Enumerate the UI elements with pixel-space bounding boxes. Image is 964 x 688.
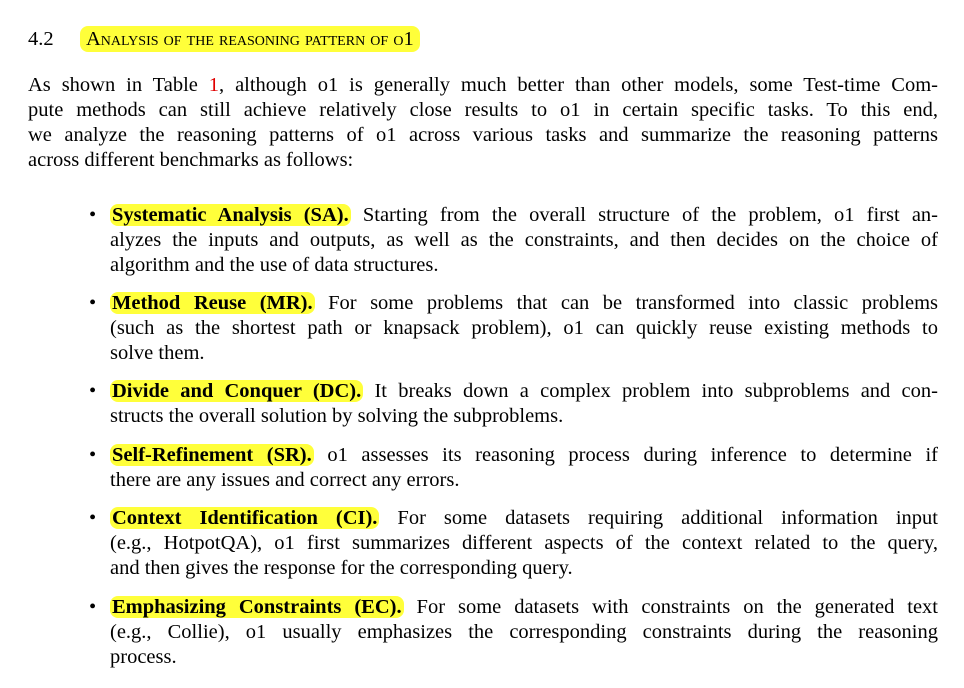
text: For some problems that can be transformed into classic problems xyxy=(314,292,938,314)
bullet-line xyxy=(110,291,938,316)
bullet-item xyxy=(89,379,938,429)
bullet-line: solve them. xyxy=(110,342,205,364)
bullet-line xyxy=(110,506,938,531)
bullet-line: process. xyxy=(110,646,177,668)
bullet-line: algorithm and the use of data structures. xyxy=(110,254,439,276)
text: It breaks down a complex problem into subproblems and con- xyxy=(363,380,938,402)
bullet-icon: • xyxy=(89,507,97,529)
paragraph-line: we analyze the reasoning patterns of o1 across various tasks and summarize the reasoning patterns xyxy=(28,124,938,146)
bullet-line: structs the overall solution by solving the subproblems. xyxy=(110,405,564,427)
bullet-line xyxy=(110,203,938,228)
bullet-icon: • xyxy=(89,444,97,466)
text: As shown in Table xyxy=(28,74,209,96)
bullet-item xyxy=(89,443,938,493)
paragraph-line: across different benchmarks as follows: xyxy=(28,149,354,171)
section-number: 4.2 xyxy=(28,28,54,50)
bullet-item xyxy=(89,595,939,670)
bullet-label: Self-Refinement (SR). xyxy=(112,444,312,466)
bullet-label: Emphasizing Constraints (EC). xyxy=(112,596,402,618)
bullet-line: (such as the shortest path or knapsack problem), o1 can quickly reuse existing methods to xyxy=(110,317,938,339)
text: Starting from the overall structure of the problem, o1 first an- xyxy=(350,204,938,226)
bullet-line: there are any issues and correct any errors. xyxy=(110,469,460,491)
bullet-label: Systematic Analysis (SA). xyxy=(112,204,349,226)
bullet-icon: • xyxy=(89,204,97,226)
bullet-line xyxy=(110,443,938,468)
text: For some datasets requiring additional information input xyxy=(379,507,938,529)
bullet-label: Method Reuse (MR). xyxy=(112,292,313,314)
intro-paragraph xyxy=(28,73,938,173)
bullet-line: (e.g., Collie), o1 usually emphasizes the corresponding constraints during the reasoning xyxy=(110,621,938,643)
bullet-label: Context Identification (CI). xyxy=(112,507,378,529)
bullet-line: and then gives the response for the corresponding query. xyxy=(110,557,573,579)
bullet-line: alyzes the inputs and outputs, as well as the constraints, and then decides on the choice of xyxy=(110,229,938,251)
table-reference-link[interactable]: 1 xyxy=(208,74,220,96)
section-title: Analysis of the reasoning pattern of o1 xyxy=(80,26,420,52)
bullet-line xyxy=(110,595,938,620)
bullet-line xyxy=(110,379,938,404)
paragraph-line: pute methods can still achieve relatively close results to o1 in certain specific tasks. To this end, xyxy=(28,99,938,121)
text: , although o1 is generally much better than other models, some Test-time Com- xyxy=(219,74,938,96)
text: o1 assesses its reasoning process during inference to determine if xyxy=(313,444,938,466)
bullet-item xyxy=(89,203,938,278)
text: For some datasets with constraints on the generated text xyxy=(403,596,939,618)
bullet-icon: • xyxy=(89,596,97,618)
bullet-item xyxy=(89,506,938,581)
bullet-icon: • xyxy=(89,380,97,402)
bullet-icon: • xyxy=(89,292,97,314)
paragraph-line xyxy=(28,73,938,98)
bullet-line: (e.g., HotpotQA), o1 first summarizes different aspects of the context related to the query, xyxy=(110,532,938,554)
bullet-label: Divide and Conquer (DC). xyxy=(112,380,362,402)
bullet-item xyxy=(89,291,938,366)
